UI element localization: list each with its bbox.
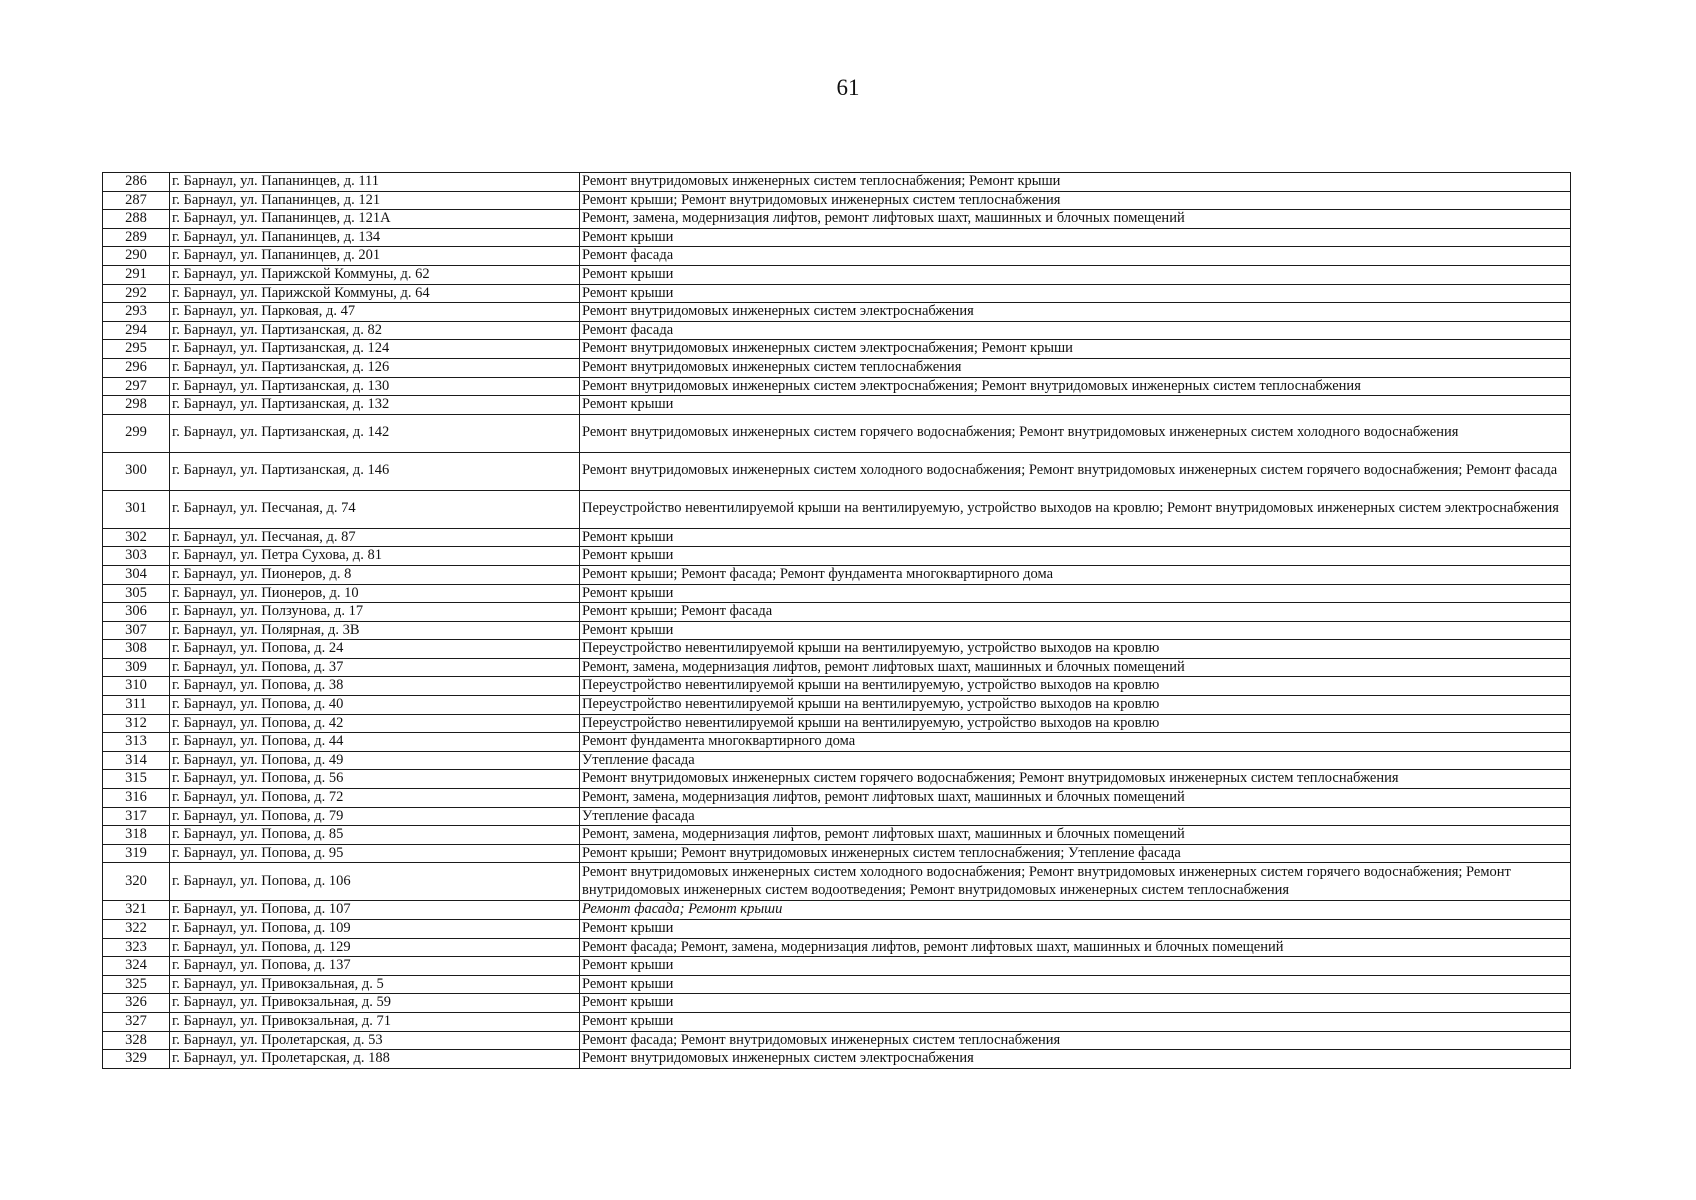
work-type-cell: Ремонт крыши; Ремонт внутридомовых инженерных систем теплоснабжения; Утепление фасада [580, 844, 1571, 863]
address-cell: г. Барнаул, ул. Песчаная, д. 87 [170, 528, 580, 547]
table-row [103, 396, 1571, 415]
table-row [103, 789, 1571, 808]
address-cell: г. Барнаул, ул. Попова, д. 37 [170, 658, 580, 677]
row-number: 296 [103, 358, 170, 377]
address-cell: г. Барнаул, ул. Парижской Коммуны, д. 64 [170, 284, 580, 303]
row-number: 303 [103, 547, 170, 566]
row-number: 288 [103, 210, 170, 229]
table-row [103, 340, 1571, 359]
work-type-cell: Переустройство невентилируемой крыши на вентилируемую, устройство выходов на кровлю [580, 696, 1571, 715]
table-row [103, 173, 1571, 192]
row-number: 322 [103, 920, 170, 939]
repair-table [102, 172, 1571, 1069]
row-number: 311 [103, 696, 170, 715]
row-number: 293 [103, 303, 170, 322]
work-type-cell: Переустройство невентилируемой крыши на вентилируемую, устройство выходов на кровлю [580, 714, 1571, 733]
table-row [103, 807, 1571, 826]
table-row [103, 528, 1571, 547]
row-number: 325 [103, 975, 170, 994]
work-type-cell: Ремонт внутридомовых инженерных систем теплоснабжения [580, 358, 1571, 377]
row-number: 329 [103, 1050, 170, 1069]
address-cell: г. Барнаул, ул. Песчаная, д. 74 [170, 490, 580, 528]
work-type-cell: Ремонт, замена, модернизация лифтов, ремонт лифтовых шахт, машинных и блочных помещений [580, 826, 1571, 845]
address-cell: г. Барнаул, ул. Ползунова, д. 17 [170, 603, 580, 622]
address-cell: г. Барнаул, ул. Пролетарская, д. 188 [170, 1050, 580, 1069]
row-number: 290 [103, 247, 170, 266]
work-type-cell: Ремонт фасада [580, 321, 1571, 340]
work-type-cell: Ремонт фундамента многоквартирного дома [580, 733, 1571, 752]
address-cell: г. Барнаул, ул. Петра Сухова, д. 81 [170, 547, 580, 566]
work-type-cell: Ремонт внутридомовых инженерных систем электроснабжения [580, 303, 1571, 322]
table-row [103, 490, 1571, 528]
row-number: 292 [103, 284, 170, 303]
table-row [103, 658, 1571, 677]
address-cell: г. Барнаул, ул. Привокзальная, д. 71 [170, 1012, 580, 1031]
work-type-cell: Утепление фасада [580, 751, 1571, 770]
work-type-cell: Ремонт внутридомовых инженерных систем горячего водоснабжения; Ремонт внутридомовых инженерных систем теплоснабжения [580, 770, 1571, 789]
work-type-cell: Ремонт внутридомовых инженерных систем теплоснабжения; Ремонт крыши [580, 173, 1571, 192]
row-number: 328 [103, 1031, 170, 1050]
table-row [103, 228, 1571, 247]
row-number: 307 [103, 621, 170, 640]
row-number: 318 [103, 826, 170, 845]
row-number: 327 [103, 1012, 170, 1031]
work-type-cell: Ремонт крыши [580, 228, 1571, 247]
table-row [103, 714, 1571, 733]
work-type-cell: Ремонт, замена, модернизация лифтов, ремонт лифтовых шахт, машинных и блочных помещений [580, 658, 1571, 677]
row-number: 324 [103, 957, 170, 976]
row-number: 320 [103, 863, 170, 901]
address-cell: г. Барнаул, ул. Партизанская, д. 130 [170, 377, 580, 396]
table-row [103, 414, 1571, 452]
address-cell: г. Барнаул, ул. Попова, д. 49 [170, 751, 580, 770]
address-cell: г. Барнаул, ул. Попова, д. 109 [170, 920, 580, 939]
row-number: 297 [103, 377, 170, 396]
table-row [103, 957, 1571, 976]
address-cell: г. Барнаул, ул. Пионеров, д. 8 [170, 565, 580, 584]
work-type-cell: Ремонт крыши [580, 994, 1571, 1013]
address-cell: г. Барнаул, ул. Папанинцев, д. 201 [170, 247, 580, 266]
address-cell: г. Барнаул, ул. Партизанская, д. 82 [170, 321, 580, 340]
table-row [103, 547, 1571, 566]
page-number: 61 [836, 75, 860, 100]
address-cell: г. Барнаул, ул. Попова, д. 44 [170, 733, 580, 752]
address-cell: г. Барнаул, ул. Полярная, д. 3В [170, 621, 580, 640]
table-row [103, 321, 1571, 340]
row-number: 312 [103, 714, 170, 733]
row-number: 309 [103, 658, 170, 677]
work-type-cell: Ремонт внутридомовых инженерных систем электроснабжения; Ремонт крыши [580, 340, 1571, 359]
table-row [103, 975, 1571, 994]
table-row [103, 210, 1571, 229]
row-number: 323 [103, 938, 170, 957]
address-cell: г. Барнаул, ул. Парковая, д. 47 [170, 303, 580, 322]
table-row [103, 863, 1571, 901]
table-row [103, 826, 1571, 845]
work-type-cell: Ремонт крыши [580, 284, 1571, 303]
table-row [103, 994, 1571, 1013]
address-cell: г. Барнаул, ул. Попова, д. 85 [170, 826, 580, 845]
row-number: 314 [103, 751, 170, 770]
row-number: 306 [103, 603, 170, 622]
address-cell: г. Барнаул, ул. Партизанская, д. 142 [170, 414, 580, 452]
work-type-cell: Ремонт внутридомовых инженерных систем электроснабжения; Ремонт внутридомовых инженерных систем теплоснабжения [580, 377, 1571, 396]
row-number: 317 [103, 807, 170, 826]
address-cell: г. Барнаул, ул. Попова, д. 129 [170, 938, 580, 957]
address-cell: г. Барнаул, ул. Привокзальная, д. 59 [170, 994, 580, 1013]
table-row [103, 377, 1571, 396]
work-type-cell: Переустройство невентилируемой крыши на вентилируемую, устройство выходов на кровлю; Ремонт внутридомовых инженерных систем электроснабжения [580, 490, 1571, 528]
address-cell: г. Барнаул, ул. Попова, д. 40 [170, 696, 580, 715]
table-row [103, 191, 1571, 210]
row-number: 300 [103, 452, 170, 490]
table-row [103, 1050, 1571, 1069]
address-cell: г. Барнаул, ул. Попова, д. 42 [170, 714, 580, 733]
row-number: 299 [103, 414, 170, 452]
table-row [103, 770, 1571, 789]
address-cell: г. Барнаул, ул. Партизанская, д. 146 [170, 452, 580, 490]
work-type-cell: Ремонт, замена, модернизация лифтов, ремонт лифтовых шахт, машинных и блочных помещений [580, 210, 1571, 229]
row-number: 289 [103, 228, 170, 247]
work-type-cell: Ремонт крыши; Ремонт внутридомовых инженерных систем теплоснабжения [580, 191, 1571, 210]
address-cell: г. Барнаул, ул. Попова, д. 24 [170, 640, 580, 659]
address-cell: г. Барнаул, ул. Попова, д. 56 [170, 770, 580, 789]
work-type-cell: Ремонт крыши [580, 547, 1571, 566]
address-cell: г. Барнаул, ул. Папанинцев, д. 121А [170, 210, 580, 229]
table-row [103, 265, 1571, 284]
row-number: 319 [103, 844, 170, 863]
table-row [103, 901, 1571, 920]
row-number: 298 [103, 396, 170, 415]
table-row [103, 603, 1571, 622]
work-type-cell: Ремонт внутридомовых инженерных систем горячего водоснабжения; Ремонт внутридомовых инженерных систем холодного водоснабжения [580, 414, 1571, 452]
address-cell: г. Барнаул, ул. Папанинцев, д. 121 [170, 191, 580, 210]
work-type-cell: Ремонт крыши [580, 975, 1571, 994]
work-type-cell: Ремонт фасада [580, 247, 1571, 266]
address-cell: г. Барнаул, ул. Попова, д. 79 [170, 807, 580, 826]
table-row [103, 1012, 1571, 1031]
work-type-cell: Ремонт крыши [580, 265, 1571, 284]
work-type-cell: Ремонт крыши [580, 396, 1571, 415]
work-type-cell: Ремонт крыши [580, 957, 1571, 976]
row-number: 326 [103, 994, 170, 1013]
table-row [103, 938, 1571, 957]
table-body [103, 173, 1571, 1069]
table-row [103, 565, 1571, 584]
address-cell: г. Барнаул, ул. Пионеров, д. 10 [170, 584, 580, 603]
work-type-cell: Ремонт внутридомовых инженерных систем холодного водоснабжения; Ремонт внутридомовых инженерных систем горячего водоснабжения; Ремонт внутридомовых инженерных систем водоотведения; Ремонт внутридомовых инженерных систем теплоснабжения [580, 863, 1571, 901]
table-row [103, 452, 1571, 490]
work-type-cell: Ремонт крыши [580, 584, 1571, 603]
address-cell: г. Барнаул, ул. Попова, д. 72 [170, 789, 580, 808]
row-number: 315 [103, 770, 170, 789]
table-row [103, 358, 1571, 377]
table-row [103, 920, 1571, 939]
work-type-cell: Ремонт крыши [580, 621, 1571, 640]
work-type-cell: Ремонт внутридомовых инженерных систем электроснабжения [580, 1050, 1571, 1069]
address-cell: г. Барнаул, ул. Партизанская, д. 124 [170, 340, 580, 359]
table-row [103, 640, 1571, 659]
row-number: 286 [103, 173, 170, 192]
work-type-cell: Ремонт крыши [580, 528, 1571, 547]
row-number: 302 [103, 528, 170, 547]
work-type-cell: Переустройство невентилируемой крыши на вентилируемую, устройство выходов на кровлю [580, 677, 1571, 696]
address-cell: г. Барнаул, ул. Пролетарская, д. 53 [170, 1031, 580, 1050]
table-row [103, 621, 1571, 640]
address-cell: г. Барнаул, ул. Попова, д. 95 [170, 844, 580, 863]
address-cell: г. Барнаул, ул. Попова, д. 137 [170, 957, 580, 976]
work-type-cell: Ремонт крыши [580, 1012, 1571, 1031]
table-row [103, 247, 1571, 266]
work-type-cell: Ремонт фасада; Ремонт крыши [580, 901, 1571, 920]
table-row [103, 1031, 1571, 1050]
work-type-cell: Ремонт фасада; Ремонт, замена, модернизация лифтов, ремонт лифтовых шахт, машинных и блочных помещений [580, 938, 1571, 957]
row-number: 304 [103, 565, 170, 584]
address-cell: г. Барнаул, ул. Папанинцев, д. 111 [170, 173, 580, 192]
row-number: 295 [103, 340, 170, 359]
row-number: 305 [103, 584, 170, 603]
work-type-cell: Ремонт внутридомовых инженерных систем холодного водоснабжения; Ремонт внутридомовых инженерных систем горячего водоснабжения; Ремонт фасада [580, 452, 1571, 490]
row-number: 310 [103, 677, 170, 696]
row-number: 321 [103, 901, 170, 920]
work-type-cell: Ремонт крыши [580, 920, 1571, 939]
table-row [103, 303, 1571, 322]
work-type-cell: Ремонт крыши; Ремонт фасада; Ремонт фундамента многоквартирного дома [580, 565, 1571, 584]
address-cell: г. Барнаул, ул. Попова, д. 107 [170, 901, 580, 920]
table-row [103, 284, 1571, 303]
address-cell: г. Барнаул, ул. Папанинцев, д. 134 [170, 228, 580, 247]
work-type-cell: Ремонт крыши; Ремонт фасада [580, 603, 1571, 622]
address-cell: г. Барнаул, ул. Привокзальная, д. 5 [170, 975, 580, 994]
work-type-cell: Утепление фасада [580, 807, 1571, 826]
row-number: 301 [103, 490, 170, 528]
table-row [103, 751, 1571, 770]
work-type-cell: Переустройство невентилируемой крыши на вентилируемую, устройство выходов на кровлю [580, 640, 1571, 659]
row-number: 316 [103, 789, 170, 808]
row-number: 287 [103, 191, 170, 210]
row-number: 308 [103, 640, 170, 659]
work-type-cell: Ремонт фасада; Ремонт внутридомовых инженерных систем теплоснабжения [580, 1031, 1571, 1050]
address-cell: г. Барнаул, ул. Партизанская, д. 132 [170, 396, 580, 415]
address-cell: г. Барнаул, ул. Партизанская, д. 126 [170, 358, 580, 377]
table-row [103, 696, 1571, 715]
address-cell: г. Барнаул, ул. Попова, д. 38 [170, 677, 580, 696]
work-type-cell: Ремонт, замена, модернизация лифтов, ремонт лифтовых шахт, машинных и блочных помещений [580, 789, 1571, 808]
table-row [103, 677, 1571, 696]
row-number: 291 [103, 265, 170, 284]
row-number: 294 [103, 321, 170, 340]
address-cell: г. Барнаул, ул. Попова, д. 106 [170, 863, 580, 901]
row-number: 313 [103, 733, 170, 752]
table-row [103, 844, 1571, 863]
address-cell: г. Барнаул, ул. Парижской Коммуны, д. 62 [170, 265, 580, 284]
table-row [103, 584, 1571, 603]
table-row [103, 733, 1571, 752]
